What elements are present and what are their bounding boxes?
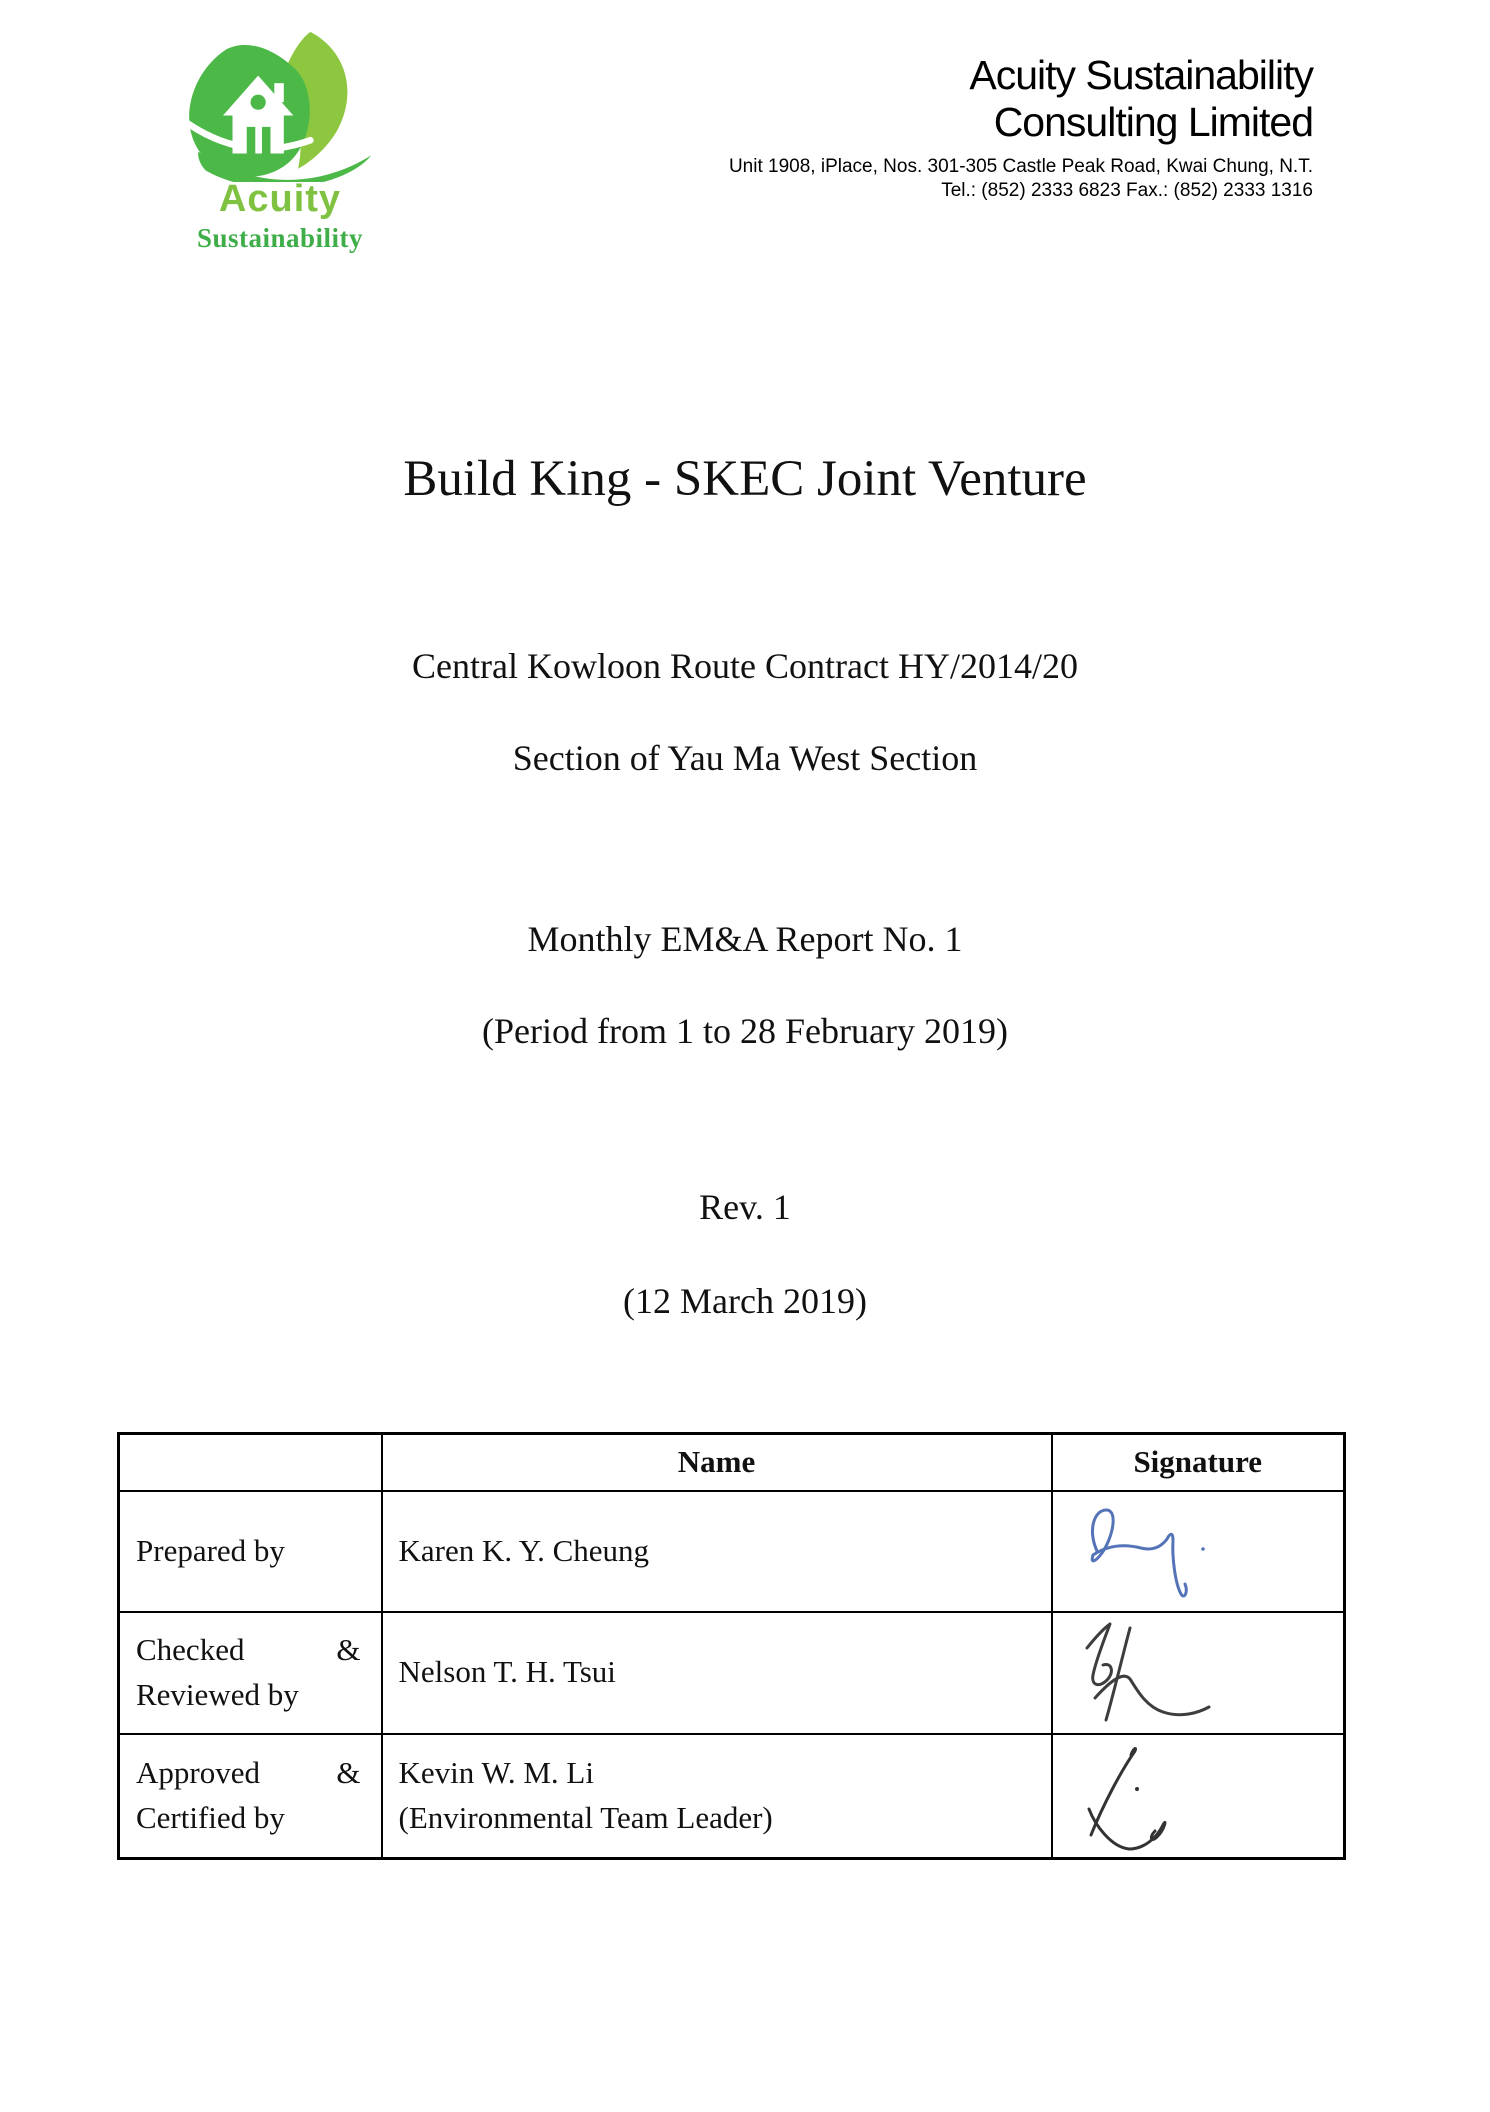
document-title: Build King - SKEC Joint Venture [403, 451, 1087, 507]
company-name-line2: Consulting Limited [993, 99, 1313, 146]
header-name-cell: Name [382, 1434, 1052, 1491]
header-signature-cell: Signature [1052, 1434, 1345, 1491]
signature-cell [1052, 1734, 1345, 1859]
company-name-line1: Acuity Sustainability [969, 52, 1313, 98]
role-cell [119, 1734, 382, 1859]
logo-sub-text: Sustainability [196, 223, 364, 253]
karen-cheung-signature-icon [1085, 1497, 1260, 1605]
role-label: Approved [136, 1754, 260, 1790]
role-label: Prepared by [136, 1532, 285, 1568]
nelson-tsui-signature-icon [1085, 1618, 1260, 1728]
name-cell [382, 1491, 1052, 1612]
role-label-line2: Reviewed by [136, 1676, 299, 1712]
role-ampersand: & [336, 1631, 361, 1667]
section-title: Section of Yau Ma West Section [512, 738, 978, 778]
approval-table [117, 1432, 1346, 1860]
role-cell [119, 1612, 382, 1734]
person-name: Karen K. Y. Cheung [398, 1532, 650, 1568]
report-period: (Period from 1 to 28 February 2019) [482, 1011, 1008, 1051]
company-phone-fax: Tel.: (852) 2333 6823 Fax.: (852) 2333 1316 [941, 180, 1313, 202]
person-name: Kevin W. M. Li [398, 1754, 594, 1790]
company-address: Unit 1908, iPlace, Nos. 301-305 Castle Peak Road, Kwai Chung, N.T. [728, 156, 1313, 178]
logo-brand-text: Acuity [218, 178, 342, 220]
table-row-approved-certified-by [119, 1734, 1345, 1859]
report-title: Monthly EM&A Report No. 1 [527, 919, 963, 959]
name-cell [382, 1612, 1052, 1734]
name-cell [382, 1734, 1052, 1859]
contract-title: Central Kowloon Route Contract HY/2014/20 [412, 646, 1078, 686]
table-row-checked-reviewed-by [119, 1612, 1345, 1734]
revision-date: (12 March 2019) [623, 1281, 867, 1321]
person-role-note: (Environmental Team Leader) [398, 1799, 773, 1835]
table-header-row [119, 1434, 1345, 1491]
revision-number: Rev. 1 [699, 1187, 791, 1227]
kevin-li-signature-icon [1085, 1737, 1235, 1855]
company-header [729, 52, 1313, 203]
header-empty-cell [119, 1434, 382, 1491]
table-row-prepared-by [119, 1491, 1345, 1612]
person-name: Nelson T. H. Tsui [398, 1654, 616, 1690]
role-label: Checked [136, 1631, 245, 1667]
role-label-line2: Certified by [136, 1799, 285, 1835]
acuity-leaf-house-icon [165, 30, 395, 182]
company-logo [130, 30, 430, 254]
signature-cell [1052, 1491, 1345, 1612]
signature-cell [1052, 1612, 1345, 1734]
role-cell [119, 1491, 382, 1612]
role-ampersand: & [336, 1754, 361, 1790]
